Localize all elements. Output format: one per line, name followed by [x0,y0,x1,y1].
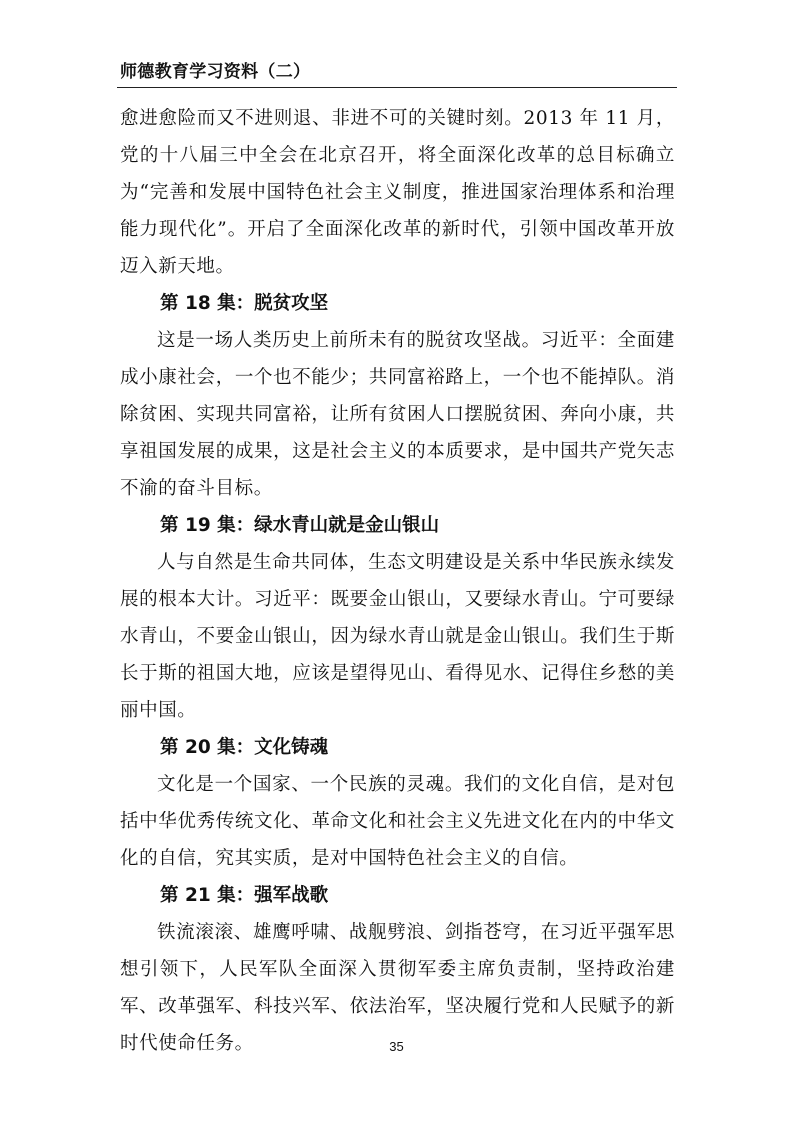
page-number: 35 [389,1039,404,1054]
episode-18-title: 第 18 集：脱贫攻坚 [160,293,329,314]
episode-18-body: 这是一场人类历史上前所未有的脱贫攻坚战。习近平：全面建成小康社会，一个也不能少；共同富裕路上，一个也不能掉队。消除贫困、实现共同富裕，让所有贫困人口摆脱贫困、奔向小康，共享祖国发展的成果，这是社会主义的本质要求，是中国共产党矢志不渝的奋斗目标。 [120,330,675,499]
episode-20-title: 第 20 集：文化铸魂 [160,737,329,758]
page-body [120,100,675,1062]
intro-paragraph: 愈进愈险而又不进则退、非进不可的关键时刻。2013 年 11 月，党的十八届三中全会在北京召开，将全面深化改革的总目标确立为“完善和发展中国特色社会主义制度，推进国家治理体系和治理能力现代化”。开启了全面深化改革的新时代，引领中国改革开放迈入新天地。 [120,108,675,277]
episode-20-body: 文化是一个国家、一个民族的灵魂。我们的文化自信，是对包括中华优秀传统文化、革命文化和社会主义先进文化在内的中华文化的自信，究其实质，是对中国特色社会主义的自信。 [120,774,675,869]
header-rule [117,87,677,88]
episode-19-body: 人与自然是生命共同体，生态文明建设是关系中华民族永续发展的根本大计。习近平：既要金山银山，又要绿水青山。宁可要绿水青山，不要金山银山，因为绿水青山就是金山银山。我们生于斯长于斯的祖国大地，应该是望得见山、看得见水、记得住乡愁的美丽中国。 [120,552,675,721]
episode-21-body: 铁流滚滚、雄鹰呼啸、战舰劈浪、剑指苍穹，在习近平强军思想引领下，人民军队全面深入贯彻军委主席负责制，坚持政治建军、改革强军、科技兴军、依法治军，坚决履行党和人民赋予的新时代使命任务。 [120,922,675,1054]
running-header: 师德教育学习资料（二） [120,62,311,82]
episode-21-title: 第 21 集：强军战歌 [160,885,329,906]
episode-19-title: 第 19 集：绿水青山就是金山银山 [160,515,440,536]
